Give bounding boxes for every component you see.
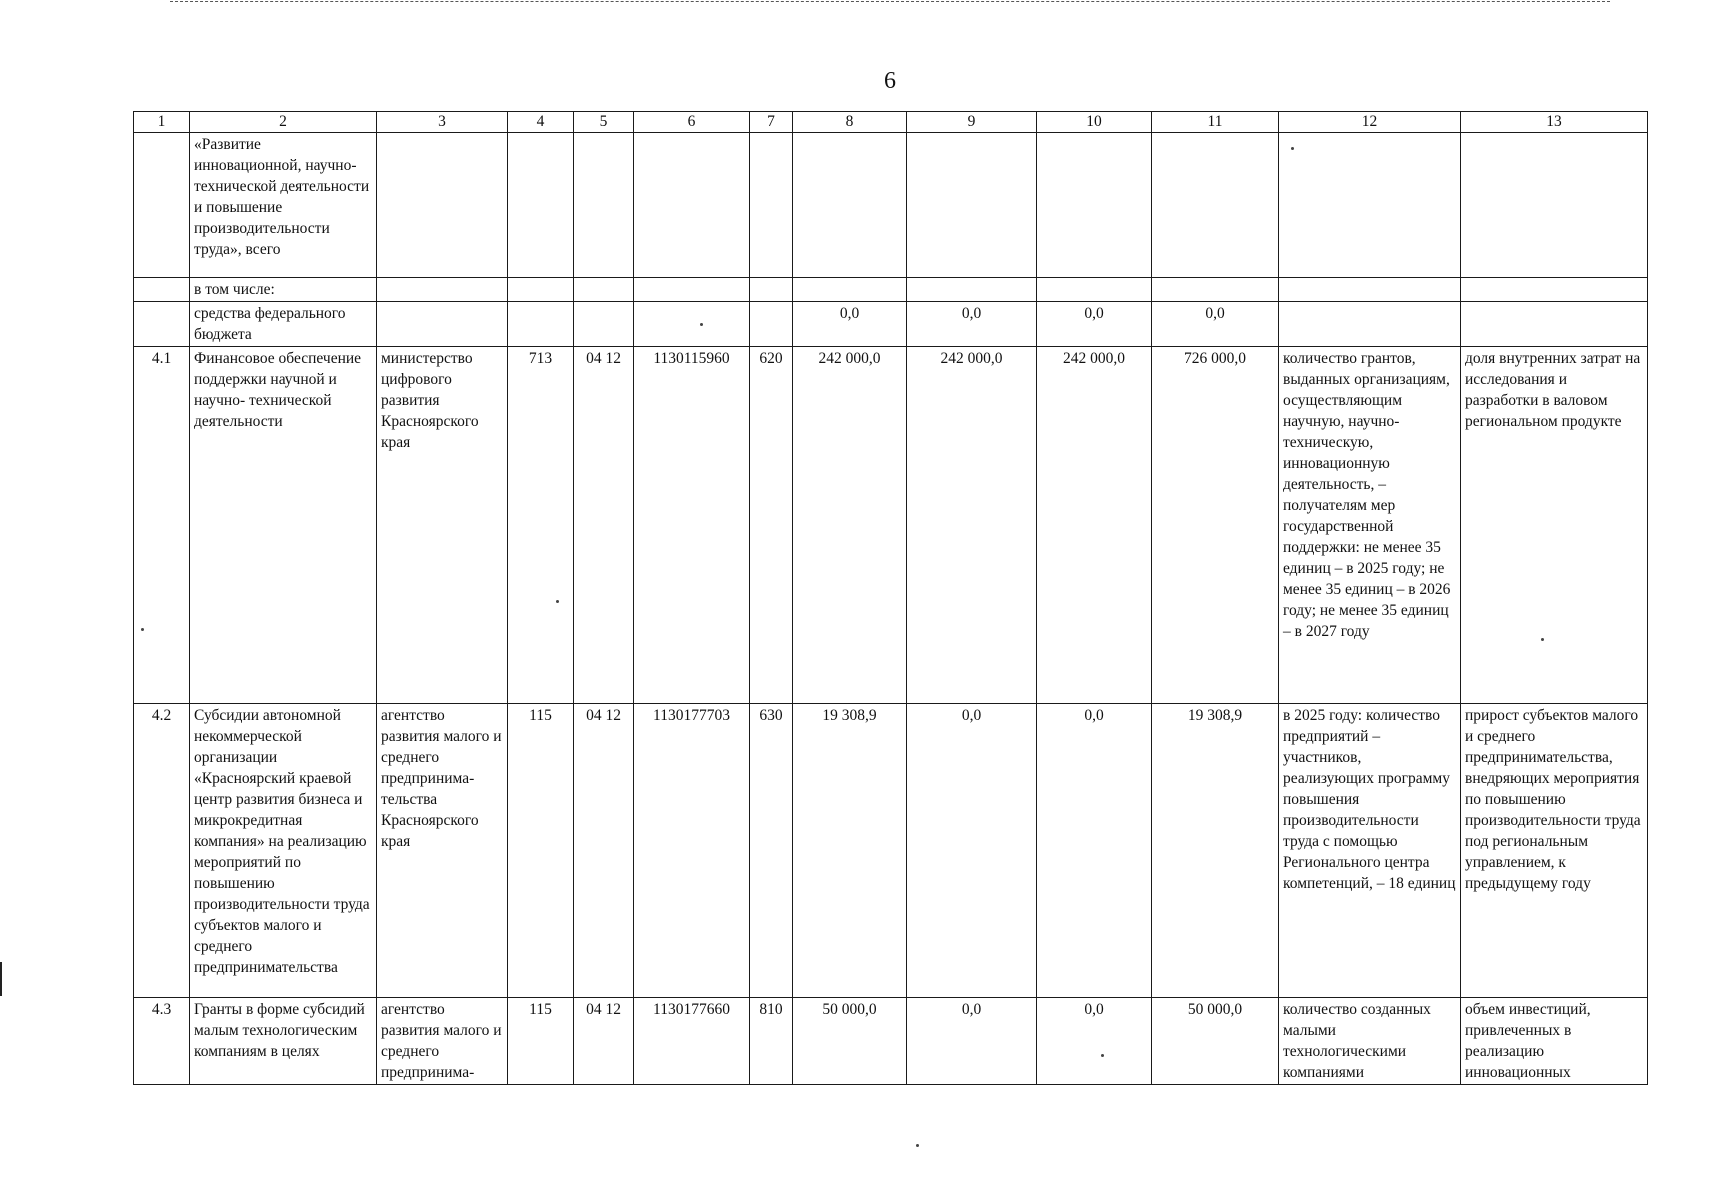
- measure-name: Гранты в форме субсидий малым технологическим компаниям в целях: [190, 998, 377, 1085]
- grbs-code: [508, 278, 574, 302]
- amount-year-3: 0,0: [1037, 998, 1152, 1085]
- amount-year-1: 50 000,0: [793, 998, 907, 1085]
- section-code: [574, 278, 634, 302]
- administrator: [377, 278, 508, 302]
- expected-result: [1279, 302, 1461, 347]
- row-number: [134, 133, 190, 278]
- grbs-code: 713: [508, 347, 574, 704]
- header-cell: 13: [1461, 112, 1648, 133]
- header-cell: 6: [634, 112, 750, 133]
- grbs-code: 115: [508, 998, 574, 1085]
- measure-name: Финансовое обеспечение поддержки научной и научно- технической деятельности: [190, 347, 377, 704]
- amount-total: [1152, 133, 1279, 278]
- header-cell: 8: [793, 112, 907, 133]
- amount-year-1: 0,0: [793, 302, 907, 347]
- amount-total: [1152, 278, 1279, 302]
- measure-name: средства федерального бюджета: [190, 302, 377, 347]
- amount-year-3: 0,0: [1037, 704, 1152, 998]
- indicator: доля внутренних затрат на исследования и разработки в валовом региональном продукте: [1461, 347, 1648, 704]
- table-row-program-title: [134, 133, 1648, 278]
- amount-year-1: 242 000,0: [793, 347, 907, 704]
- expense-type: 620: [750, 347, 793, 704]
- scan-speck: [141, 628, 144, 631]
- amount-year-3: 0,0: [1037, 302, 1152, 347]
- administrator: [377, 133, 508, 278]
- measure-name: в том числе:: [190, 278, 377, 302]
- indicator: [1461, 133, 1648, 278]
- scan-speck: [916, 1144, 919, 1147]
- measure-name: «Развитие инновационной, научно-технической деятельности и повышение производительности труда», всего: [190, 133, 377, 278]
- expense-type: 630: [750, 704, 793, 998]
- row-number: 4.3: [134, 998, 190, 1085]
- measure-name: Субсидии автономной некоммерческой организации «Красноярский краевой центр развития бизнеса и микрокредитная компания» на реализацию мероприятий по повышению производительности труда субъектов малого и среднего предпринимательства: [190, 704, 377, 998]
- section-code: [574, 302, 634, 347]
- administrator: [377, 302, 508, 347]
- amount-year-2: [907, 133, 1037, 278]
- section-code: [574, 133, 634, 278]
- header-cell: 9: [907, 112, 1037, 133]
- header-cell: 4: [508, 112, 574, 133]
- indicator: прирост субъектов малого и среднего предпринимательства, внедряющих мероприятия по повышению производительности труда под региональным управлением, к предыдущему году: [1461, 704, 1648, 998]
- header-cell: 5: [574, 112, 634, 133]
- budget-table: [133, 111, 1648, 1085]
- section-code: 04 12: [574, 347, 634, 704]
- row-number: 4.2: [134, 704, 190, 998]
- header-cell: 10: [1037, 112, 1152, 133]
- expected-result: в 2025 году: количество предприятий – участников, реализующих программу повышения производительности труда с помощью Регионального центра компетенций, – 18 единиц: [1279, 704, 1461, 998]
- expected-result: количество грантов, выданных организациям, осуществляющим научную, научно- техническую, инновационную деятельность, – получателям мер государственной поддержки: не менее 35 единиц – в 2025 году; не менее 35 единиц – в 2026 году; не менее 35 единиц – в 2027 году: [1279, 347, 1461, 704]
- amount-year-1: [793, 278, 907, 302]
- amount-year-3: [1037, 133, 1152, 278]
- table-row-4-3: [134, 998, 1648, 1085]
- indicator: [1461, 302, 1648, 347]
- header-row: [134, 112, 1648, 133]
- table-row-federal-budget: [134, 302, 1648, 347]
- header-cell: 7: [750, 112, 793, 133]
- amount-total: 19 308,9: [1152, 704, 1279, 998]
- amount-year-1: 19 308,9: [793, 704, 907, 998]
- target-article: 1130177703: [634, 704, 750, 998]
- scan-edge-mark: [0, 962, 2, 996]
- scan-speck: [1541, 638, 1544, 641]
- amount-year-1: [793, 133, 907, 278]
- top-scan-rule: [170, 1, 1610, 2]
- expense-type: [750, 278, 793, 302]
- section-code: 04 12: [574, 998, 634, 1085]
- amount-year-2: 0,0: [907, 704, 1037, 998]
- row-number: [134, 302, 190, 347]
- table-row-4-1: [134, 347, 1648, 704]
- amount-total: 50 000,0: [1152, 998, 1279, 1085]
- administrator: агентство развития малого и среднего предпринима- тельства Красноярского края: [377, 704, 508, 998]
- target-article: [634, 302, 750, 347]
- expense-type: [750, 302, 793, 347]
- amount-year-2: 242 000,0: [907, 347, 1037, 704]
- table-row-including: [134, 278, 1648, 302]
- header-cell: 12: [1279, 112, 1461, 133]
- row-number: [134, 278, 190, 302]
- header-cell: 3: [377, 112, 508, 133]
- row-number: 4.1: [134, 347, 190, 704]
- expense-type: [750, 133, 793, 278]
- page-number: 6: [884, 68, 896, 94]
- table-row-4-2: [134, 704, 1648, 998]
- header-cell: 11: [1152, 112, 1279, 133]
- administrator: министерство цифрового развития Красноярского края: [377, 347, 508, 704]
- scan-speck: [1101, 1054, 1104, 1057]
- header-cell: 1: [134, 112, 190, 133]
- expected-result: [1279, 133, 1461, 278]
- administrator: агентство развития малого и среднего предпринима-: [377, 998, 508, 1085]
- amount-year-2: [907, 278, 1037, 302]
- header-cell: 2: [190, 112, 377, 133]
- grbs-code: [508, 302, 574, 347]
- amount-year-3: [1037, 278, 1152, 302]
- target-article: 1130115960: [634, 347, 750, 704]
- indicator: объем инвестиций, привлеченных в реализацию инновационных: [1461, 998, 1648, 1085]
- grbs-code: [508, 133, 574, 278]
- amount-total: 0,0: [1152, 302, 1279, 347]
- scan-speck: [556, 600, 559, 603]
- target-article: [634, 278, 750, 302]
- scan-speck: [700, 323, 703, 326]
- amount-year-3: 242 000,0: [1037, 347, 1152, 704]
- scan-speck: [1291, 147, 1294, 150]
- target-article: 1130177660: [634, 998, 750, 1085]
- grbs-code: 115: [508, 704, 574, 998]
- amount-year-2: 0,0: [907, 998, 1037, 1085]
- indicator: [1461, 278, 1648, 302]
- amount-total: 726 000,0: [1152, 347, 1279, 704]
- expense-type: 810: [750, 998, 793, 1085]
- expected-result: количество созданных малыми технологическими компаниями: [1279, 998, 1461, 1085]
- amount-year-2: 0,0: [907, 302, 1037, 347]
- expected-result: [1279, 278, 1461, 302]
- target-article: [634, 133, 750, 278]
- section-code: 04 12: [574, 704, 634, 998]
